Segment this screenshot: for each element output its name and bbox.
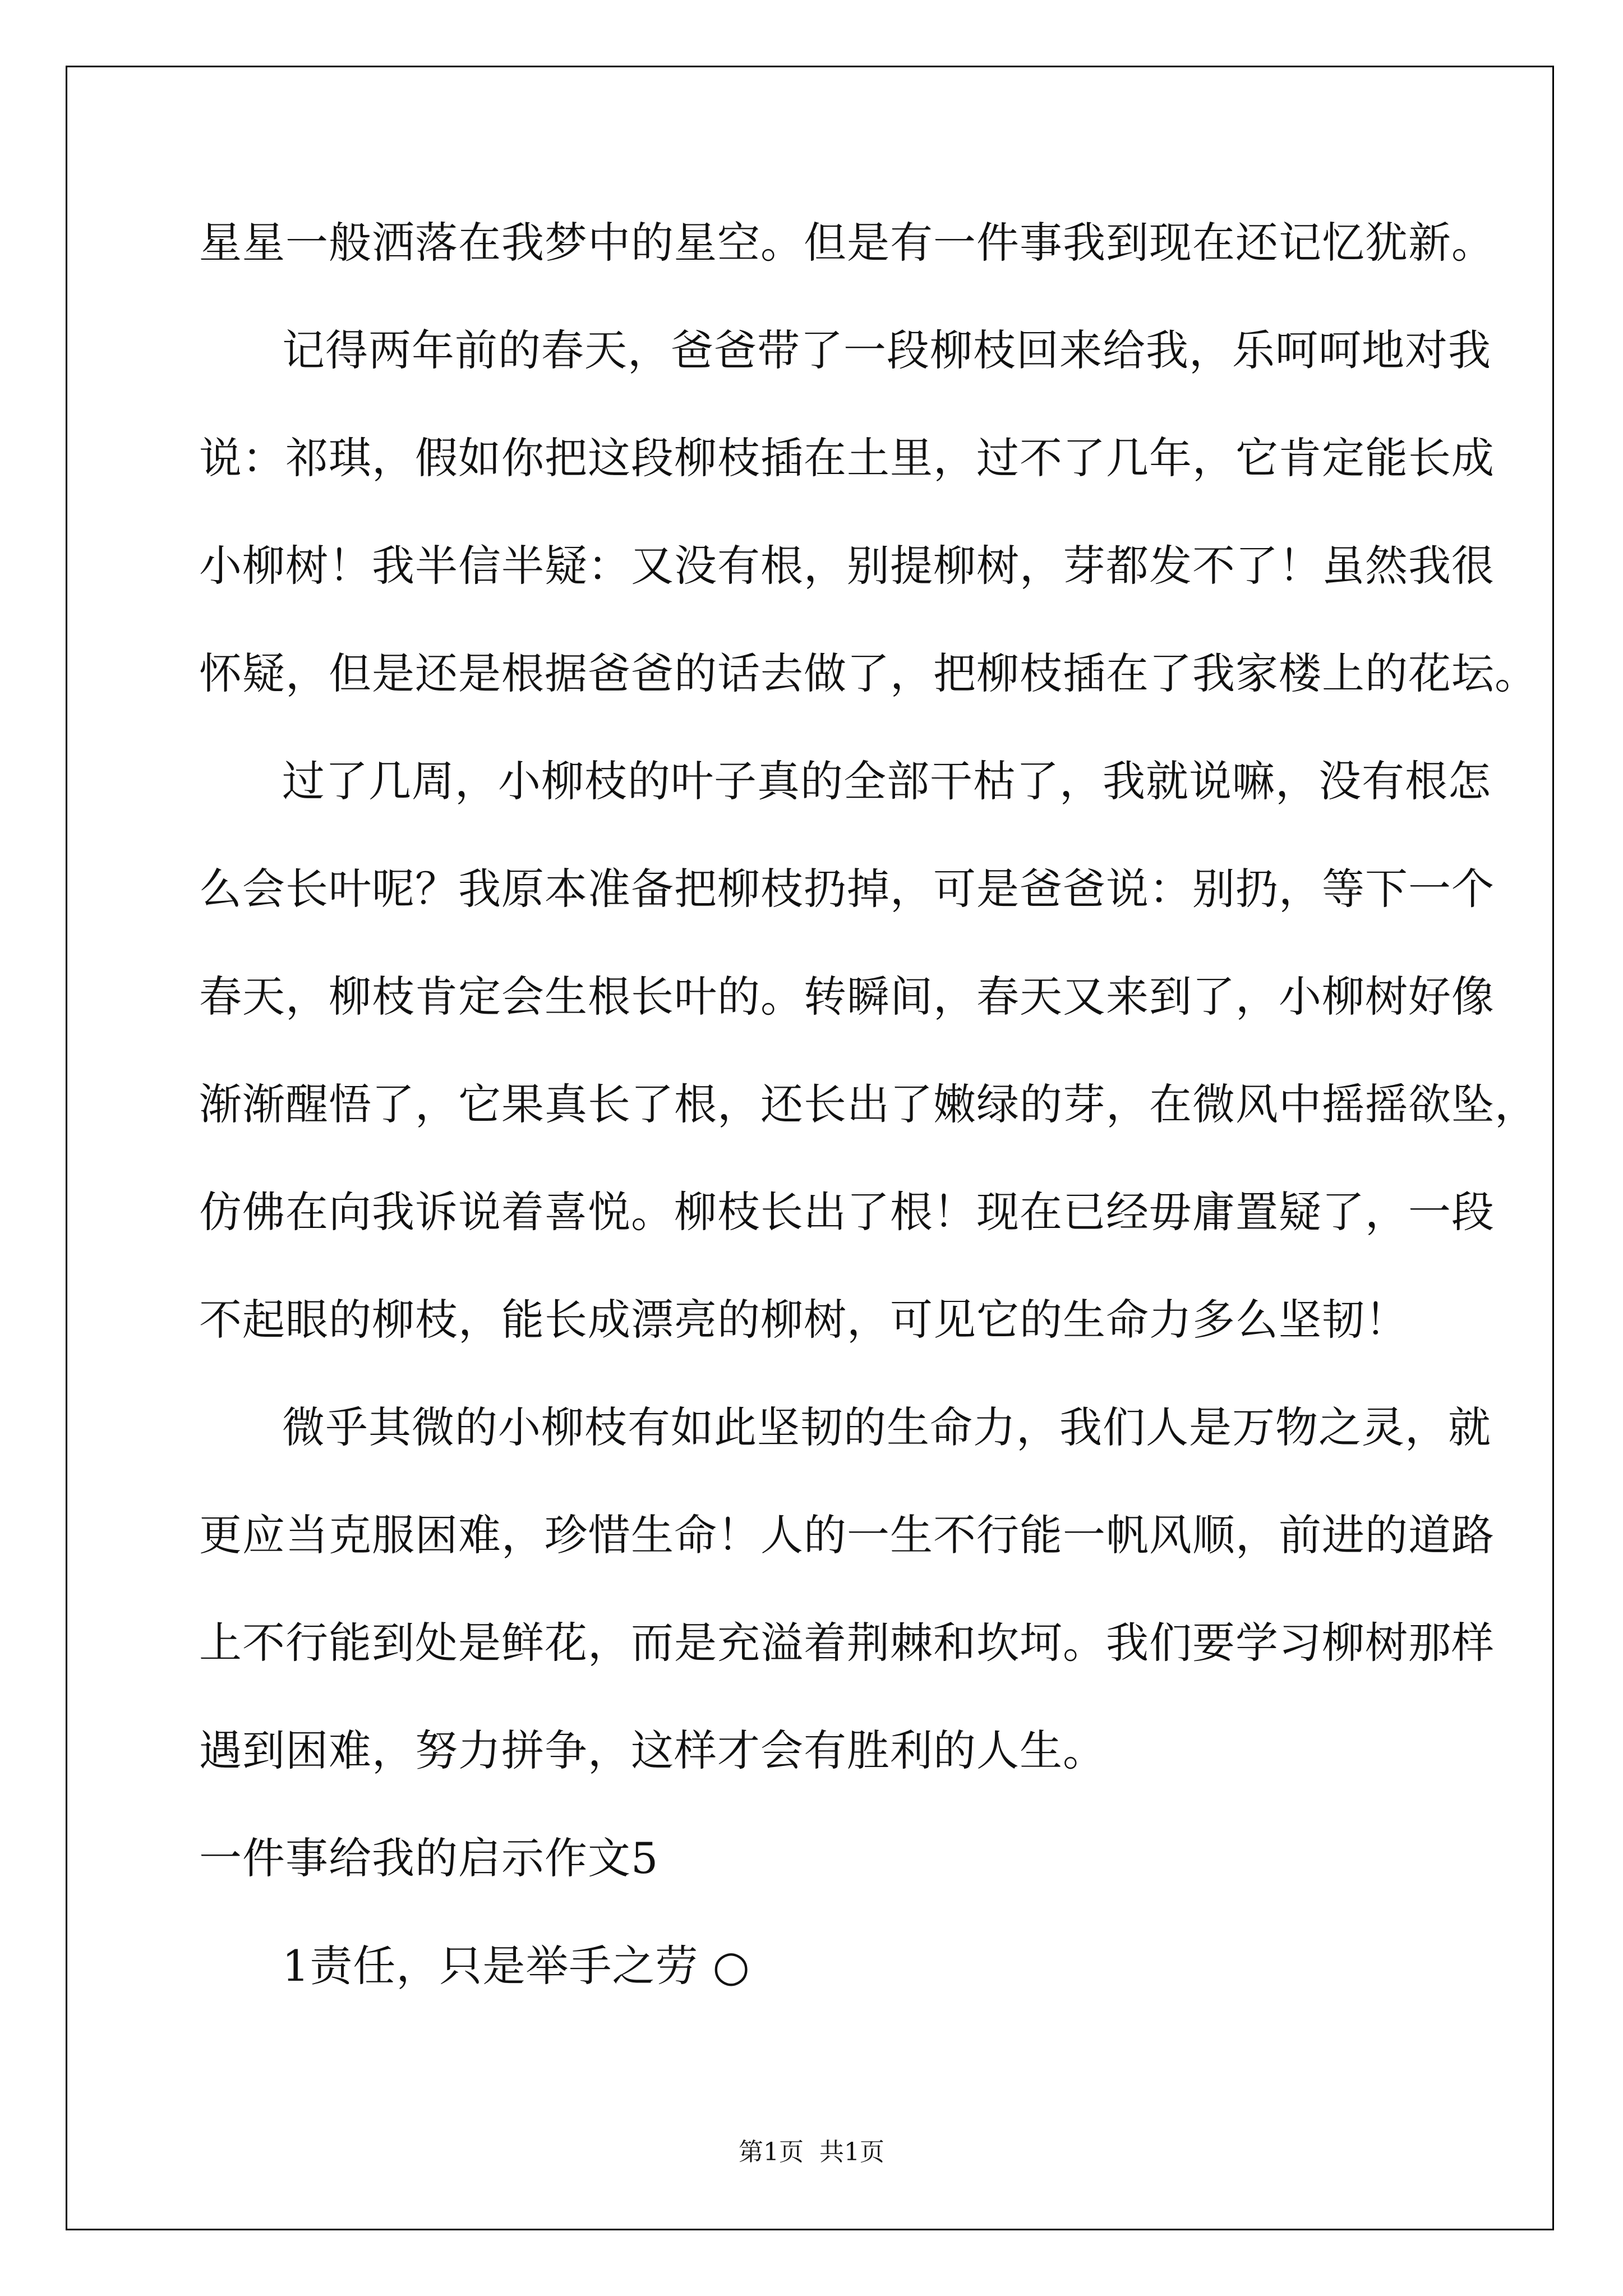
text-line: 上不行能到处是鲜花，而是充溢着荆棘和坎坷。我们要学习柳树那样 [199,1618,1495,1668]
text-line: 怀疑，但是还是根据爸爸的话去做了，把柳枝插在了我家楼上的花坛。 [199,648,1538,698]
text-line: 春天，柳枝肯定会生根长叶的。转瞬间，春天又来到了，小柳树好像 [199,972,1495,1022]
page-footer: 第1页 共1页 [739,2138,884,2166]
text-line: 微乎其微的小柳枝有如此坚韧的生命力，我们人是万物之灵，就 [282,1402,1491,1452]
text-line: 遇到困难，努力拼争，这样才会有胜利的人生。 [199,1726,1106,1775]
text-line: 说：祁琪，假如你把这段柳枝插在土里，过不了几年，它肯定能长成 [199,433,1495,483]
text-line: 记得两年前的春天，爸爸带了一段柳枝回来给我，乐呵呵地对我 [282,325,1491,375]
document-body [199,218,1538,2053]
text-line: 过了几周，小柳枝的叶子真的全部干枯了，我就说嘛，没有根怎 [282,756,1491,806]
text-line: 星星一般洒落在我梦中的星空。但是有一件事我到现在还记忆犹新。 [199,218,1495,268]
text-line: 渐渐醒悟了，它果真长了根，还长出了嫩绿的芽，在微风中摇摇欲坠， [199,1079,1538,1129]
text-line: 小柳树！我半信半疑：又没有根，别提柳树，芽都发不了！虽然我很 [199,541,1495,591]
text-line: 不起眼的柳枝，能长成漂亮的柳树，可见它的生命力多么坚韧！ [199,1295,1408,1345]
section-title: 一件事给我的启示作文5 [199,1833,659,1883]
text-line: 仿佛在向我诉说着喜悦。柳枝长出了根！现在已经毋庸置疑了，一段 [199,1187,1495,1237]
subheading: 1责任，只是举手之劳 ○ [282,1941,750,1991]
text-line: 么会长叶呢？我原本准备把柳枝扔掉，可是爸爸说：别扔，等下一个 [199,864,1495,914]
text-line: 更应当克服困难，珍惜生命！人的一生不行能一帆风顺，前进的道路 [199,1510,1495,1560]
